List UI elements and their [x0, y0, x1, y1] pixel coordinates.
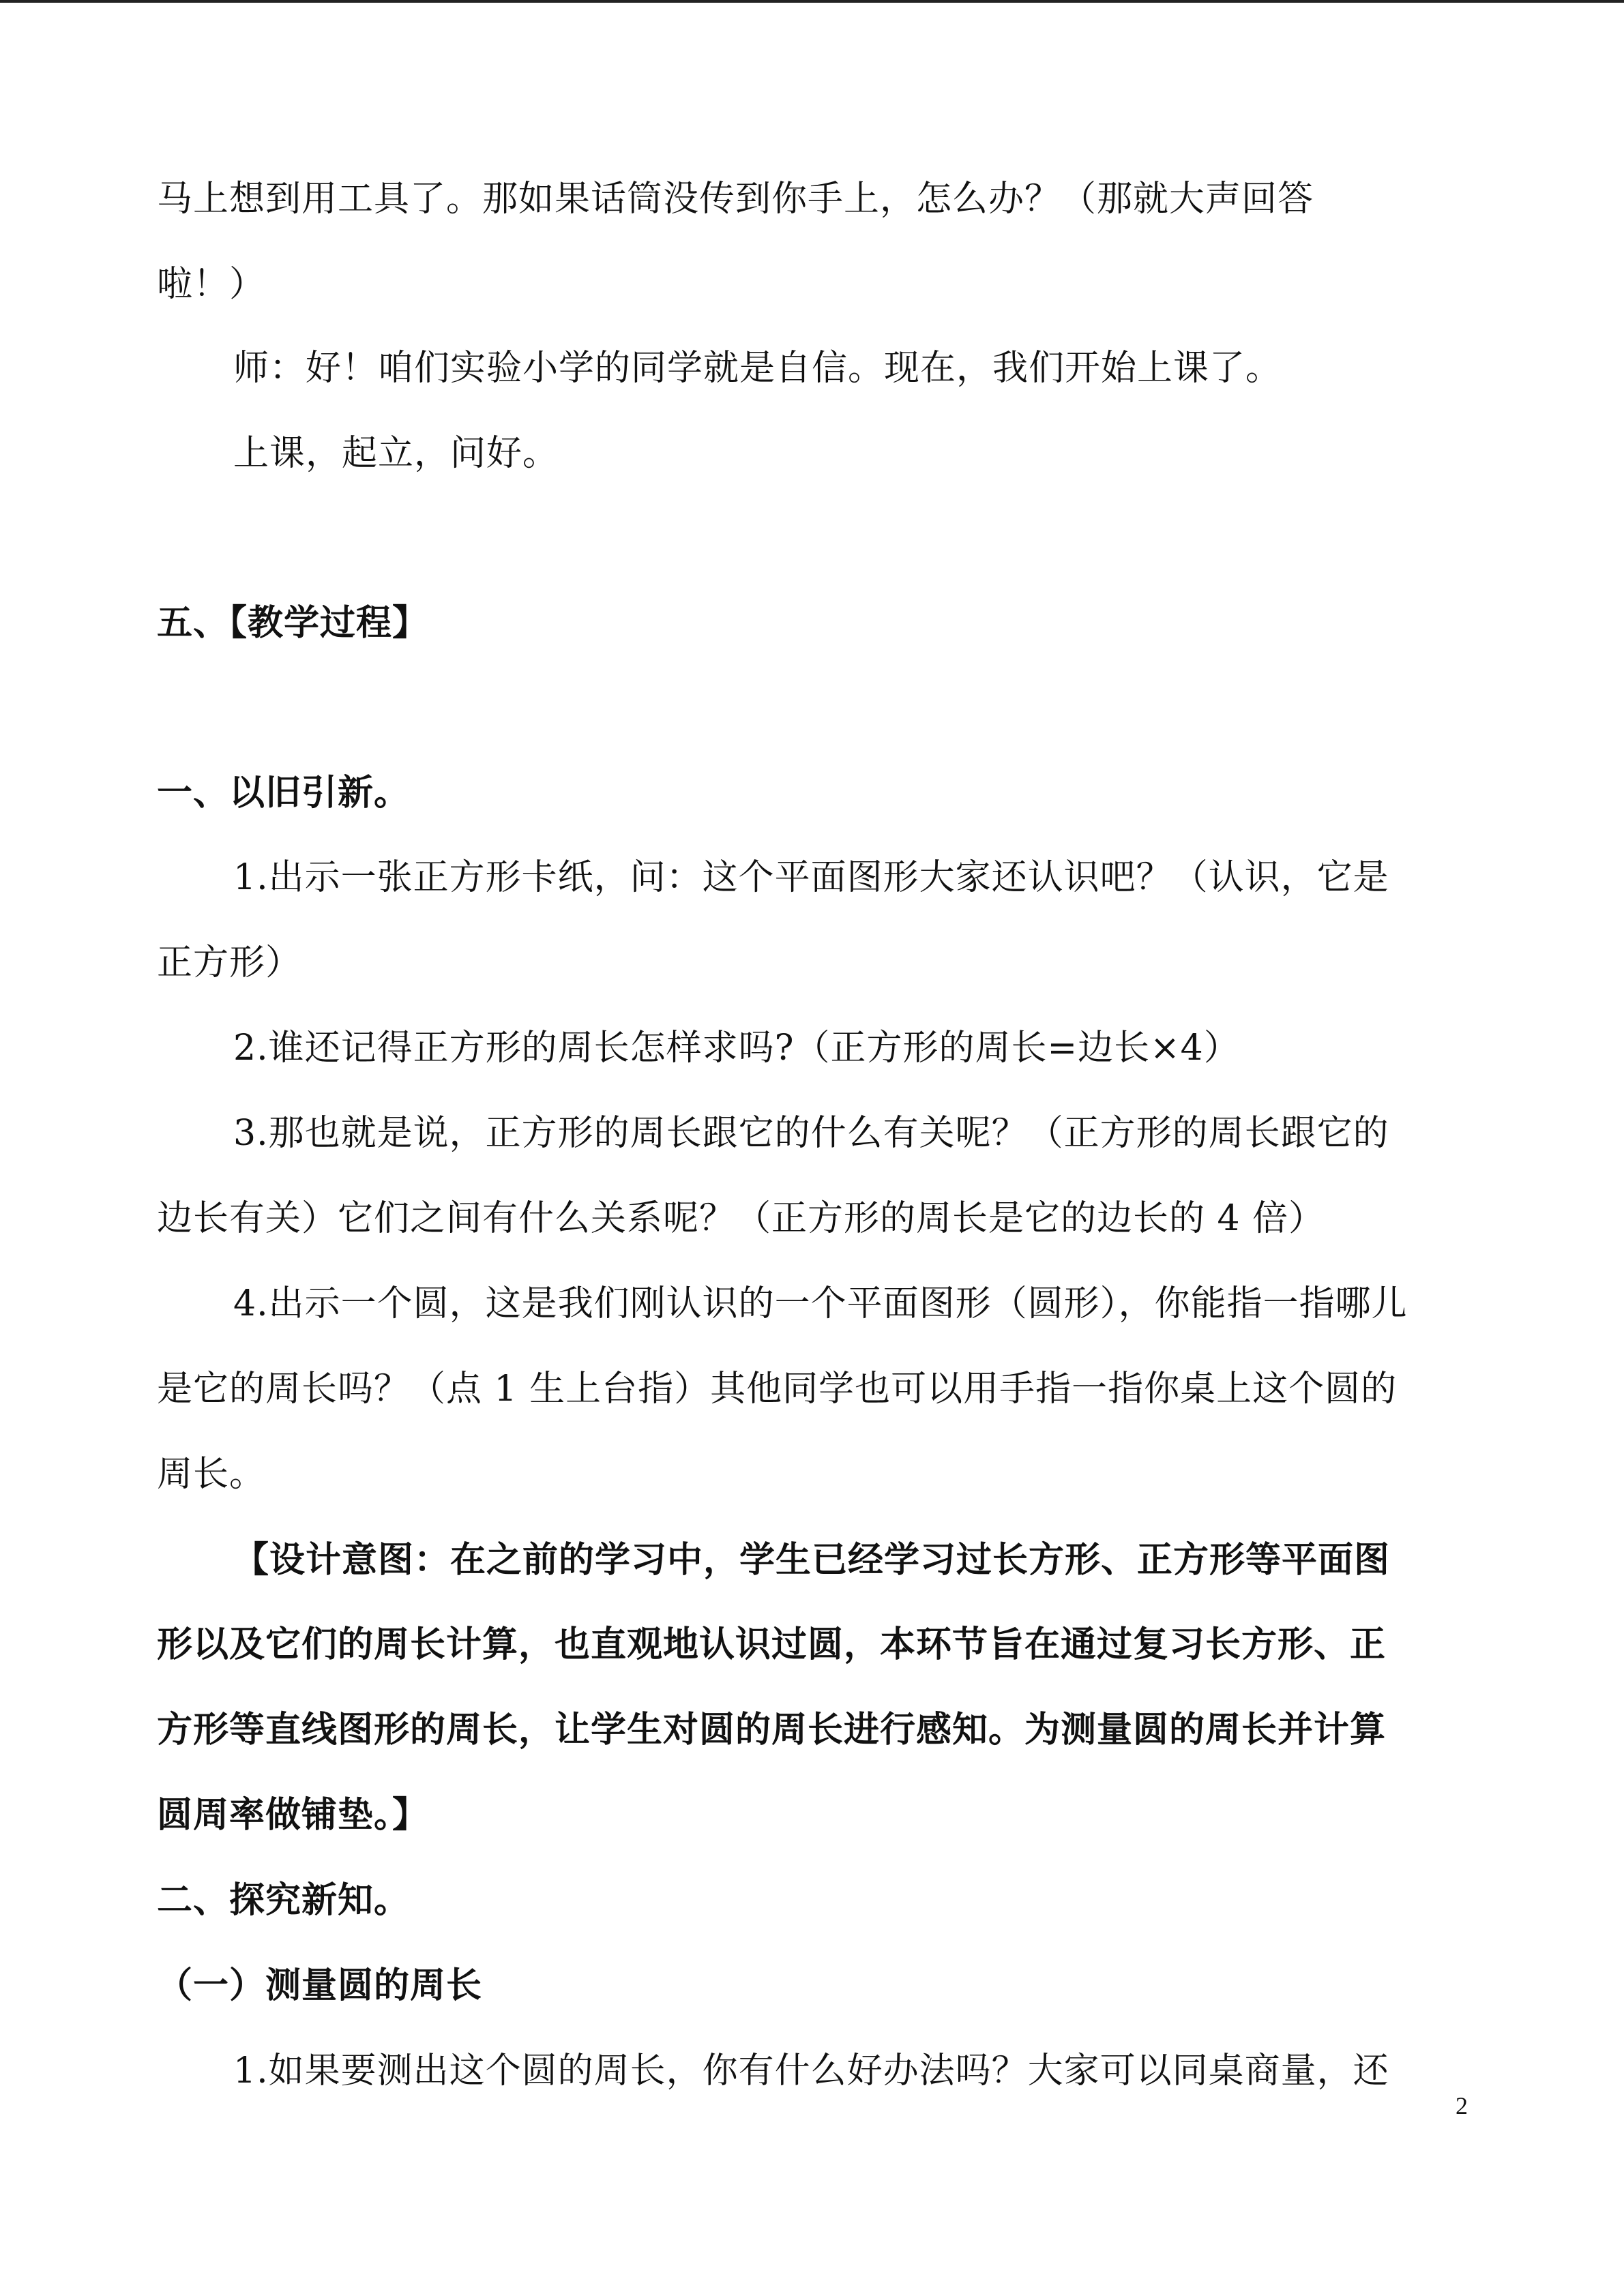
text-line: 1.如果要测出这个圆的周长，你有什么好办法吗？大家可以同桌商量，还: [233, 2051, 1389, 2091]
design-intent-line: 方形等直线图形的周长，让学生对圆的周长进行感知。为测量圆的周长并计算: [157, 1709, 1387, 1750]
text-line: 马上想到用工具了。那如果话筒没传到你手上，怎么办？（那就大声回答: [157, 179, 1314, 220]
design-intent-line: 形以及它们的周长计算，也直观地认识过圆，本环节旨在通过复习长方形、正: [157, 1624, 1387, 1665]
text-line: 上课，起立，问好。: [233, 433, 559, 474]
text-line: 师：好！咱们实验小学的同学就是自信。现在，我们开始上课了。: [233, 348, 1282, 389]
text-line: 是它的周长吗？（点 1 生上台指）其他同学也可以用手指一指你桌上这个圆的: [157, 1369, 1398, 1410]
text-line: 1.出示一张正方形卡纸，问：这个平面图形大家还认识吧？（认识，它是: [233, 857, 1389, 898]
page-number: 2: [1456, 2092, 1468, 2119]
section-heading: 二、探究新知。: [157, 1879, 411, 1921]
text-line: 正方形）: [157, 942, 302, 983]
design-intent-line: 【设计意图：在之前的学习中，学生已经学习过长方形、正方形等平面图: [233, 1539, 1391, 1581]
document-page: [157, 0, 1467, 2296]
text-line: 周长。: [157, 1454, 266, 1495]
text-line: 4.出示一个圆，这是我们刚认识的一个平面图形（圆形），你能指一指哪儿: [233, 1283, 1408, 1324]
text-line: 边长有关）它们之间有什么关系呢？（正方形的周长是它的边长的 4 倍）: [157, 1198, 1325, 1239]
text-line: 啦！）: [157, 264, 266, 305]
subsection-heading: （一）测量圆的周长: [157, 1965, 483, 2006]
section-heading: 一、以旧引新。: [157, 772, 411, 814]
text-line: 2.谁还记得正方形的周长怎样求吗?（正方形的周长=边长×4）: [233, 1028, 1240, 1069]
design-intent-line: 圆周率做铺垫。】: [157, 1794, 429, 1836]
section-heading: 五、【教学过程】: [157, 602, 429, 644]
text-line: 3.那也就是说，正方形的周长跟它的什么有关呢？（正方形的周长跟它的: [233, 1113, 1389, 1154]
